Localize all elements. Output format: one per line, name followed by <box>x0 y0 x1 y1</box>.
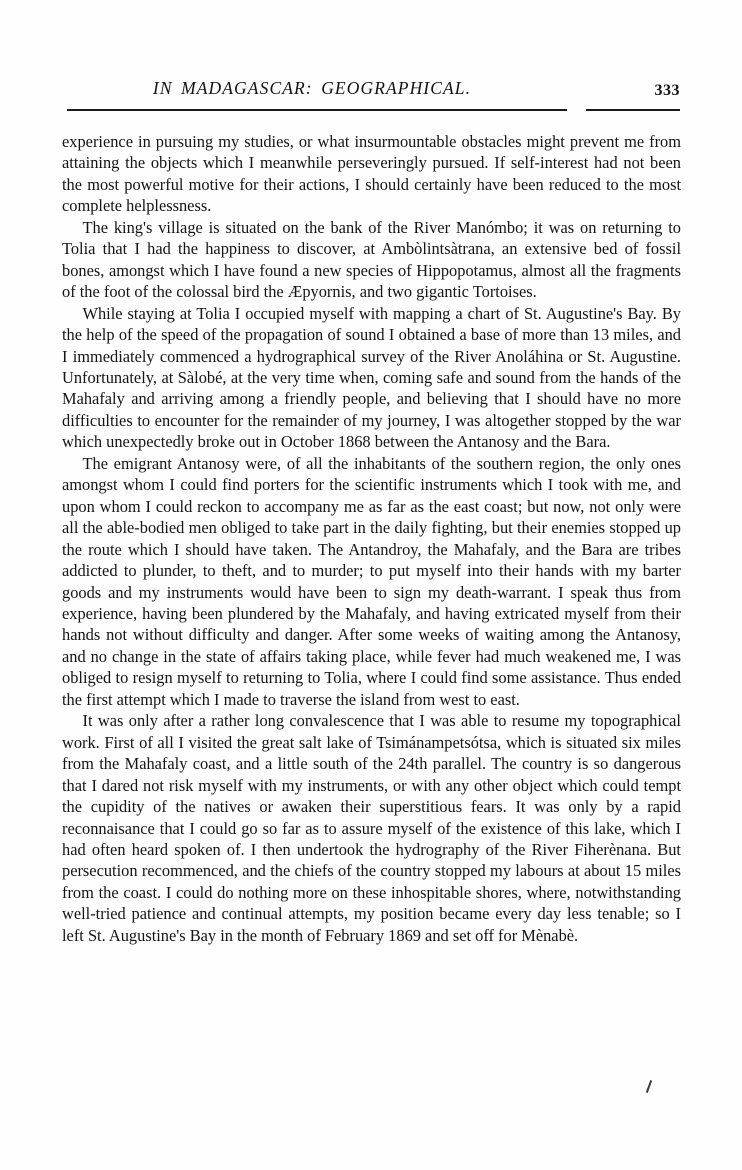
stray-ink-mark <box>646 1080 652 1093</box>
paragraph: It was only after a rather long convalescence that I was able to resume my topographical work. First of all I visited the great salt lake of Tsimánampetsótsa, which is situated six miles from the Mahafaly coast, and a little south of the 24th parallel. The country is so dangerous that I dared not risk myself with my instruments, or with any other object which could tempt the cupidity of the natives or awaken their superstitious fears. It was only by a rapid reconnaisance that I could go so far as to assure myself of the existence of this lake, which I had often heard spoken of. I then undertook the hydrography of the River Fiherènana. But persecution recommenced, and the chiefs of the country stopped my labours at about 15 miles from the coast. I could do nothing more on these inhospitable shores, where, notwithstanding well-tried patience and continual attempts, my position became every day less tenable; so I left St. Augustine's Bay in the month of February 1869 and set off for Mènabè. <box>62 711 681 945</box>
paragraph: experience in pursuing my studies, or what insurmountable obstacles might prevent me from attaining the objects which I meanwhile perseveringly pursued. If self-interest had not been the most powerful motive for their actions, I should certainly have been reduced to the most complete helplessness. <box>62 132 681 216</box>
paragraph: The emigrant Antanosy were, of all the inhabitants of the southern region, the only ones amongst whom I could find porters for the scientific instruments which I took with me, and upon whom I could reckon to accompany me as far as the east coast; but now, not only were all the able-bodied men obliged to take part in the daily fighting, but their enemies stopped up the route which I should have taken. The Antandroy, the Mahafaly, and the Bara are tribes addicted to plunder, to theft, and to murder; to put myself into their hands with my barter goods and my instruments would have been to sign my death-warrant. I speak thus from experience, having been plundered by the Mahafaly, and having extricated myself from their hands not without difficulty and danger. After some weeks of waiting among the Antanosy, and no change in the state of affairs taking place, while fever had much weakened me, I was obliged to resign myself to returning to Tolia, where I could find some assistance. Thus ended the first attempt which I made to traverse the island from west to east. <box>62 453 681 709</box>
paragraph: While staying at Tolia I occupied myself with mapping a chart of St. Augustine's Bay. By the help of the speed of the propagation of sound I obtained a base of more than 13 miles, and I immediately commenced a hydrographical survey of the River Anoláhina or St. Augustine. Unfortunately, at Sàlobé, at the very time when, coming safe and sound from the hands of the Mahafaly and arriving among a friendly people, and believing that I should have no more difficulties to encounter for the remainder of my journey, I was altogether stopped by the war which unexpectedly broke out in October 1868 between the Antanosy and the Bara. <box>62 303 681 452</box>
page-number: 333 <box>654 82 680 99</box>
header-rule-right <box>586 109 680 111</box>
paragraph: The king's village is situated on the bank of the River Manómbo; it was on returning to Tolia that I had the happiness to discover, at Ambòlintsàtrana, an extensive bed of fossil bones, amongst which I have found a new species of Hippopotamus, almost all the fragments of the foot of the colossal bird the Æpyornis, and two gigantic Tortoises. <box>62 217 681 302</box>
running-head-title: IN MADAGASCAR: GEOGRAPHICAL. <box>152 78 472 98</box>
body-text-block <box>62 131 681 946</box>
header-rule-left <box>67 109 567 111</box>
page-header <box>62 78 680 114</box>
